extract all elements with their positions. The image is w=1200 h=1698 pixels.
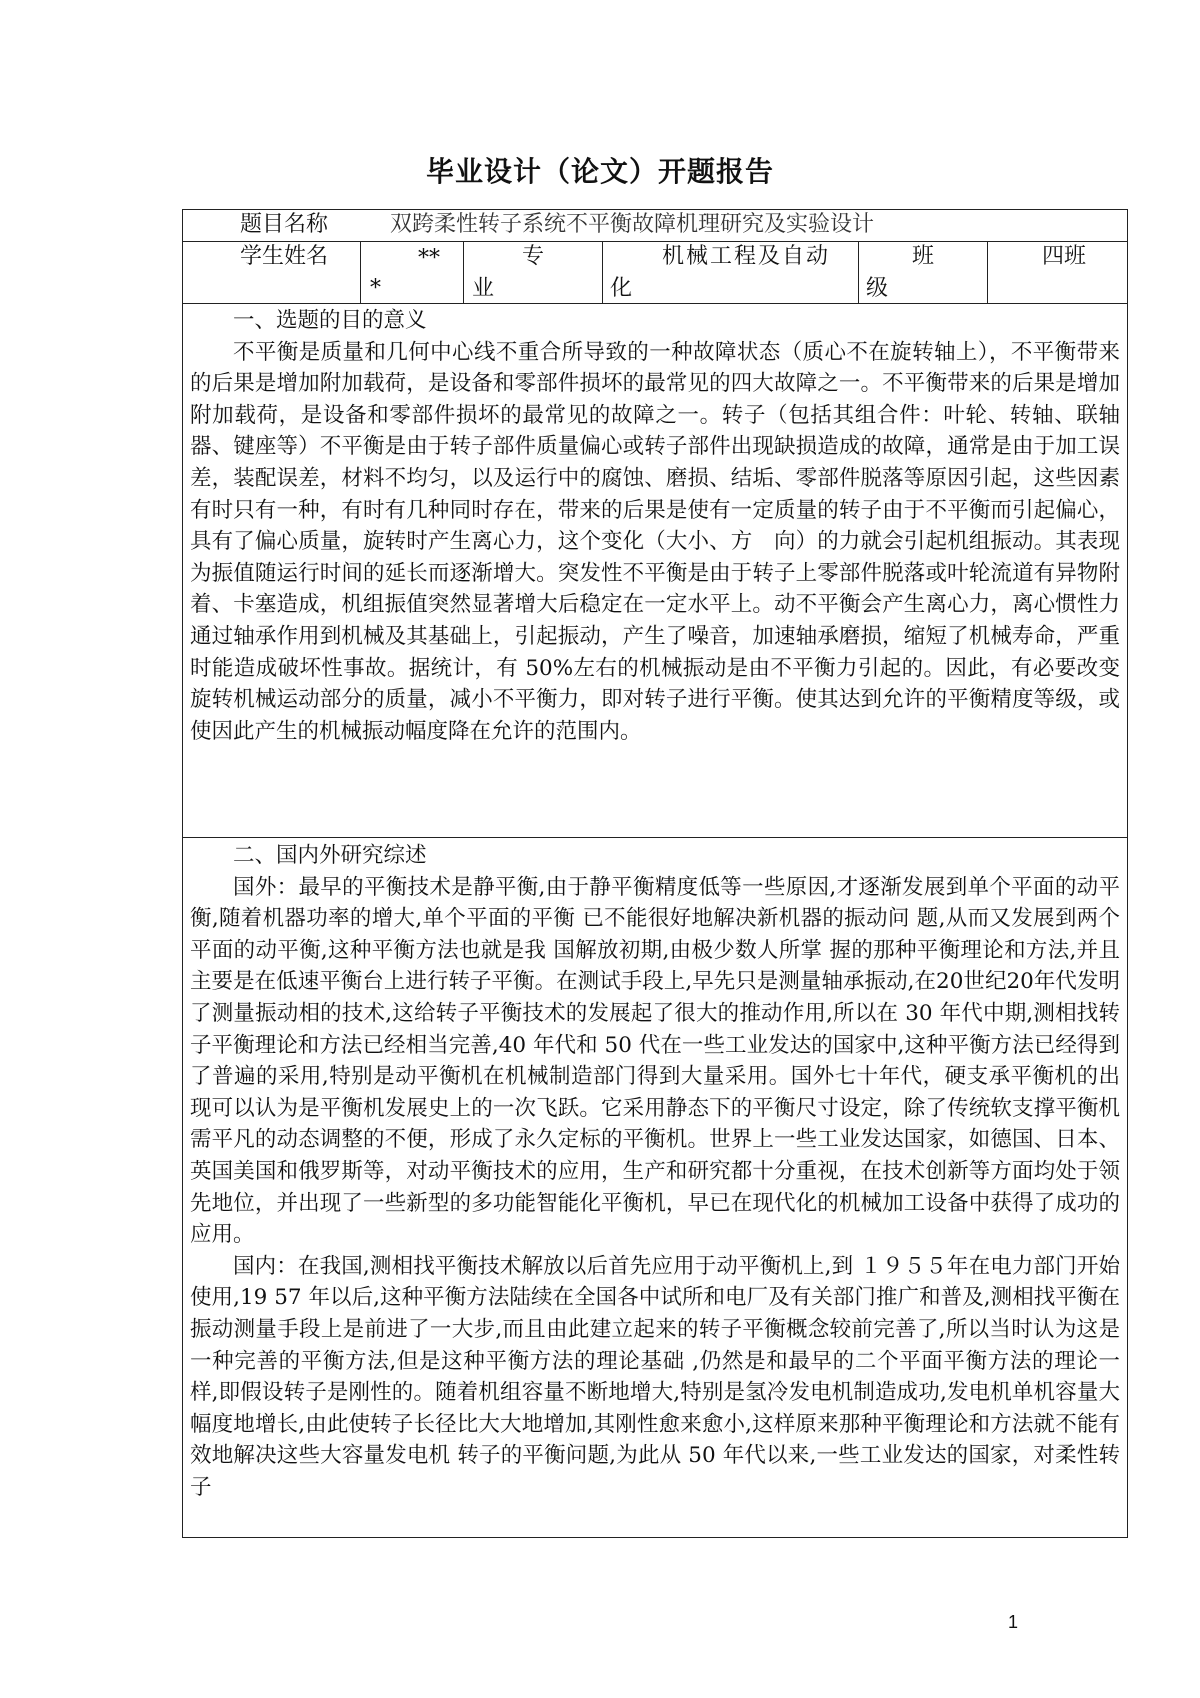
major-label-cont: 业 <box>472 276 495 301</box>
section-purpose <box>190 305 1120 835</box>
class-label: 班 <box>912 244 935 269</box>
student-value: ** <box>418 246 440 271</box>
column-divider <box>602 241 603 303</box>
column-divider <box>463 241 464 303</box>
row-divider <box>182 837 1128 838</box>
major-value: 机械工程及自动 <box>662 244 831 269</box>
topic-label: 题目名称 <box>240 212 329 237</box>
column-divider <box>360 241 361 303</box>
section-heading: 一、选题的目的意义 <box>233 308 427 333</box>
section-review <box>190 840 1120 1536</box>
page-number: 1 <box>1008 1612 1019 1632</box>
class-value: 四班 <box>1042 244 1087 269</box>
class-label-cont: 级 <box>866 276 889 301</box>
section-body: 不平衡是质量和几何中心线不重合所导致的一种故障状态（质心不在旋转轴上），不平衡带来的后果是增加附加载荷，是设备和零部件损坏的最常见的四大故障之一。不平衡带来的后果是增加附加载荷，是设备和零部件损坏的最常见的故障之一。转子（包括其组合件：叶轮、转轴、联轴器、键座等）不平衡是由于转子部件质量偏心或转子部件出现缺损造成的故障，通常是由于加工误差，装配误差，材料不均匀，以及运行中的腐蚀、磨损、结垢、零部件脱落等原因引起，这些因素有时只有一种，有时有几种同时存在，带来的后果是使有一定质量的转子由于不平衡而引起偏心，具有了偏心质量，旋转时产生离心力，这个变化（大小、方 向）的力就会引起机组振动。其表现为振值随运行时间的延长而逐渐增大。突发性不平衡是由于转子上零部件脱落或叶轮流道有异物附着、卡塞造成，机组振值突然显著增大后稳定在一定水平上。动不平衡会产生离心力，离心惯性力通过轴承作用到机械及其基础上，引起振动，产生了噪音，加速轴承磨损，缩短了机械寿命，严重时能造成破坏性事故。据统计，有 50%左右的机械振动是由不平衡力引起的。因此，有必要改变旋转机械运动部分的质量，减小不平衡力，即对转子进行平衡。使其达到允许的平衡精度等级，或使因此产生的机械振动幅度降在允许的范围内。 <box>190 339 1120 744</box>
row-divider <box>182 303 1128 304</box>
column-divider <box>858 241 859 303</box>
document-title: 毕业设计（论文）开题报告 <box>425 155 774 188</box>
review-domestic-paragraph: 国内：在我国,测相找平衡技术解放以后首先应用于动平衡机上,到 １９５５年在电力部门开始使用,19 57 年以后,这种平衡方法陆续在全国各中试所和电厂及有关部门推广和普及,测相找平衡在振动测量手段上是前进了一大步,而且由此建立起来的转子平衡概念较前完善了,所以当时认为这是一种完善的平衡方法,但是这种平衡方法的理论基础 ,仍然是和最早的二个平面平衡方法的理论一样,即假设转子是刚性的。随着机组容量不断地增大,特别是氢冷发电机制造成功,发电机单机容量大幅度地增长,由此使转子长径比大大地增加,其刚性愈来愈小,这样原来那种平衡理论和方法就不能有效地解决这些大容量发电机 转子的平衡问题,为此从 50 年代以来,一些工业发达的国家，对柔性转子 <box>190 1253 1120 1500</box>
section-heading: 二、国内外研究综述 <box>233 843 427 868</box>
major-label: 专 <box>522 244 545 269</box>
column-divider <box>987 241 988 303</box>
major-value-cont: 化 <box>610 276 633 301</box>
student-label: 学生姓名 <box>240 244 329 269</box>
student-value-cont: * <box>370 276 381 301</box>
topic-value: 双跨柔性转子系统不平衡故障机理研究及实验设计 <box>390 212 875 237</box>
review-foreign-paragraph: 国外：最早的平衡技术是静平衡,由于静平衡精度低等一些原因,才逐渐发展到单个平面的动平衡,随着机器功率的增大,单个平面的平衡 已不能很好地解决新机器的振动问 题,从而又发展到两个平面的动平衡,这种平衡方法也就是我 国解放初期,由极少数人所掌 握的那种平衡理论和方法,并且主要是在低速平衡台上进行转子平衡。在测试手段上,早先只是测量轴承振动,在20世纪20年代发明了测量振动相的技术,这给转子平衡技术的发展起了很大的推动作用,所以在 30 年代中期,测相找转子平衡理论和方法已经相当完善,40 年代和 50 代在一些工业发达的国家中,这种平衡方法已经得到了普遍的采用,特别是动平衡机在机械制造部门得到大量采用。国外七十年代，硬支承平衡机的出现可以认为是平衡机发展史上的一次飞跃。它采用静态下的平衡尺寸设定，除了传统软支撑平衡机需平凡的动态调整的不便，形成了永久定标的平衡机。世界上一些工业发达国家，如德国、日本、英国美国和俄罗斯等，对动平衡技术的应用，生产和研究都十分重视，在技术创新等方面均处于领先地位，并出现了一些新型的多功能智能化平衡机，早已在现代化的机械加工设备中获得了成功的应用。 <box>190 874 1120 1248</box>
